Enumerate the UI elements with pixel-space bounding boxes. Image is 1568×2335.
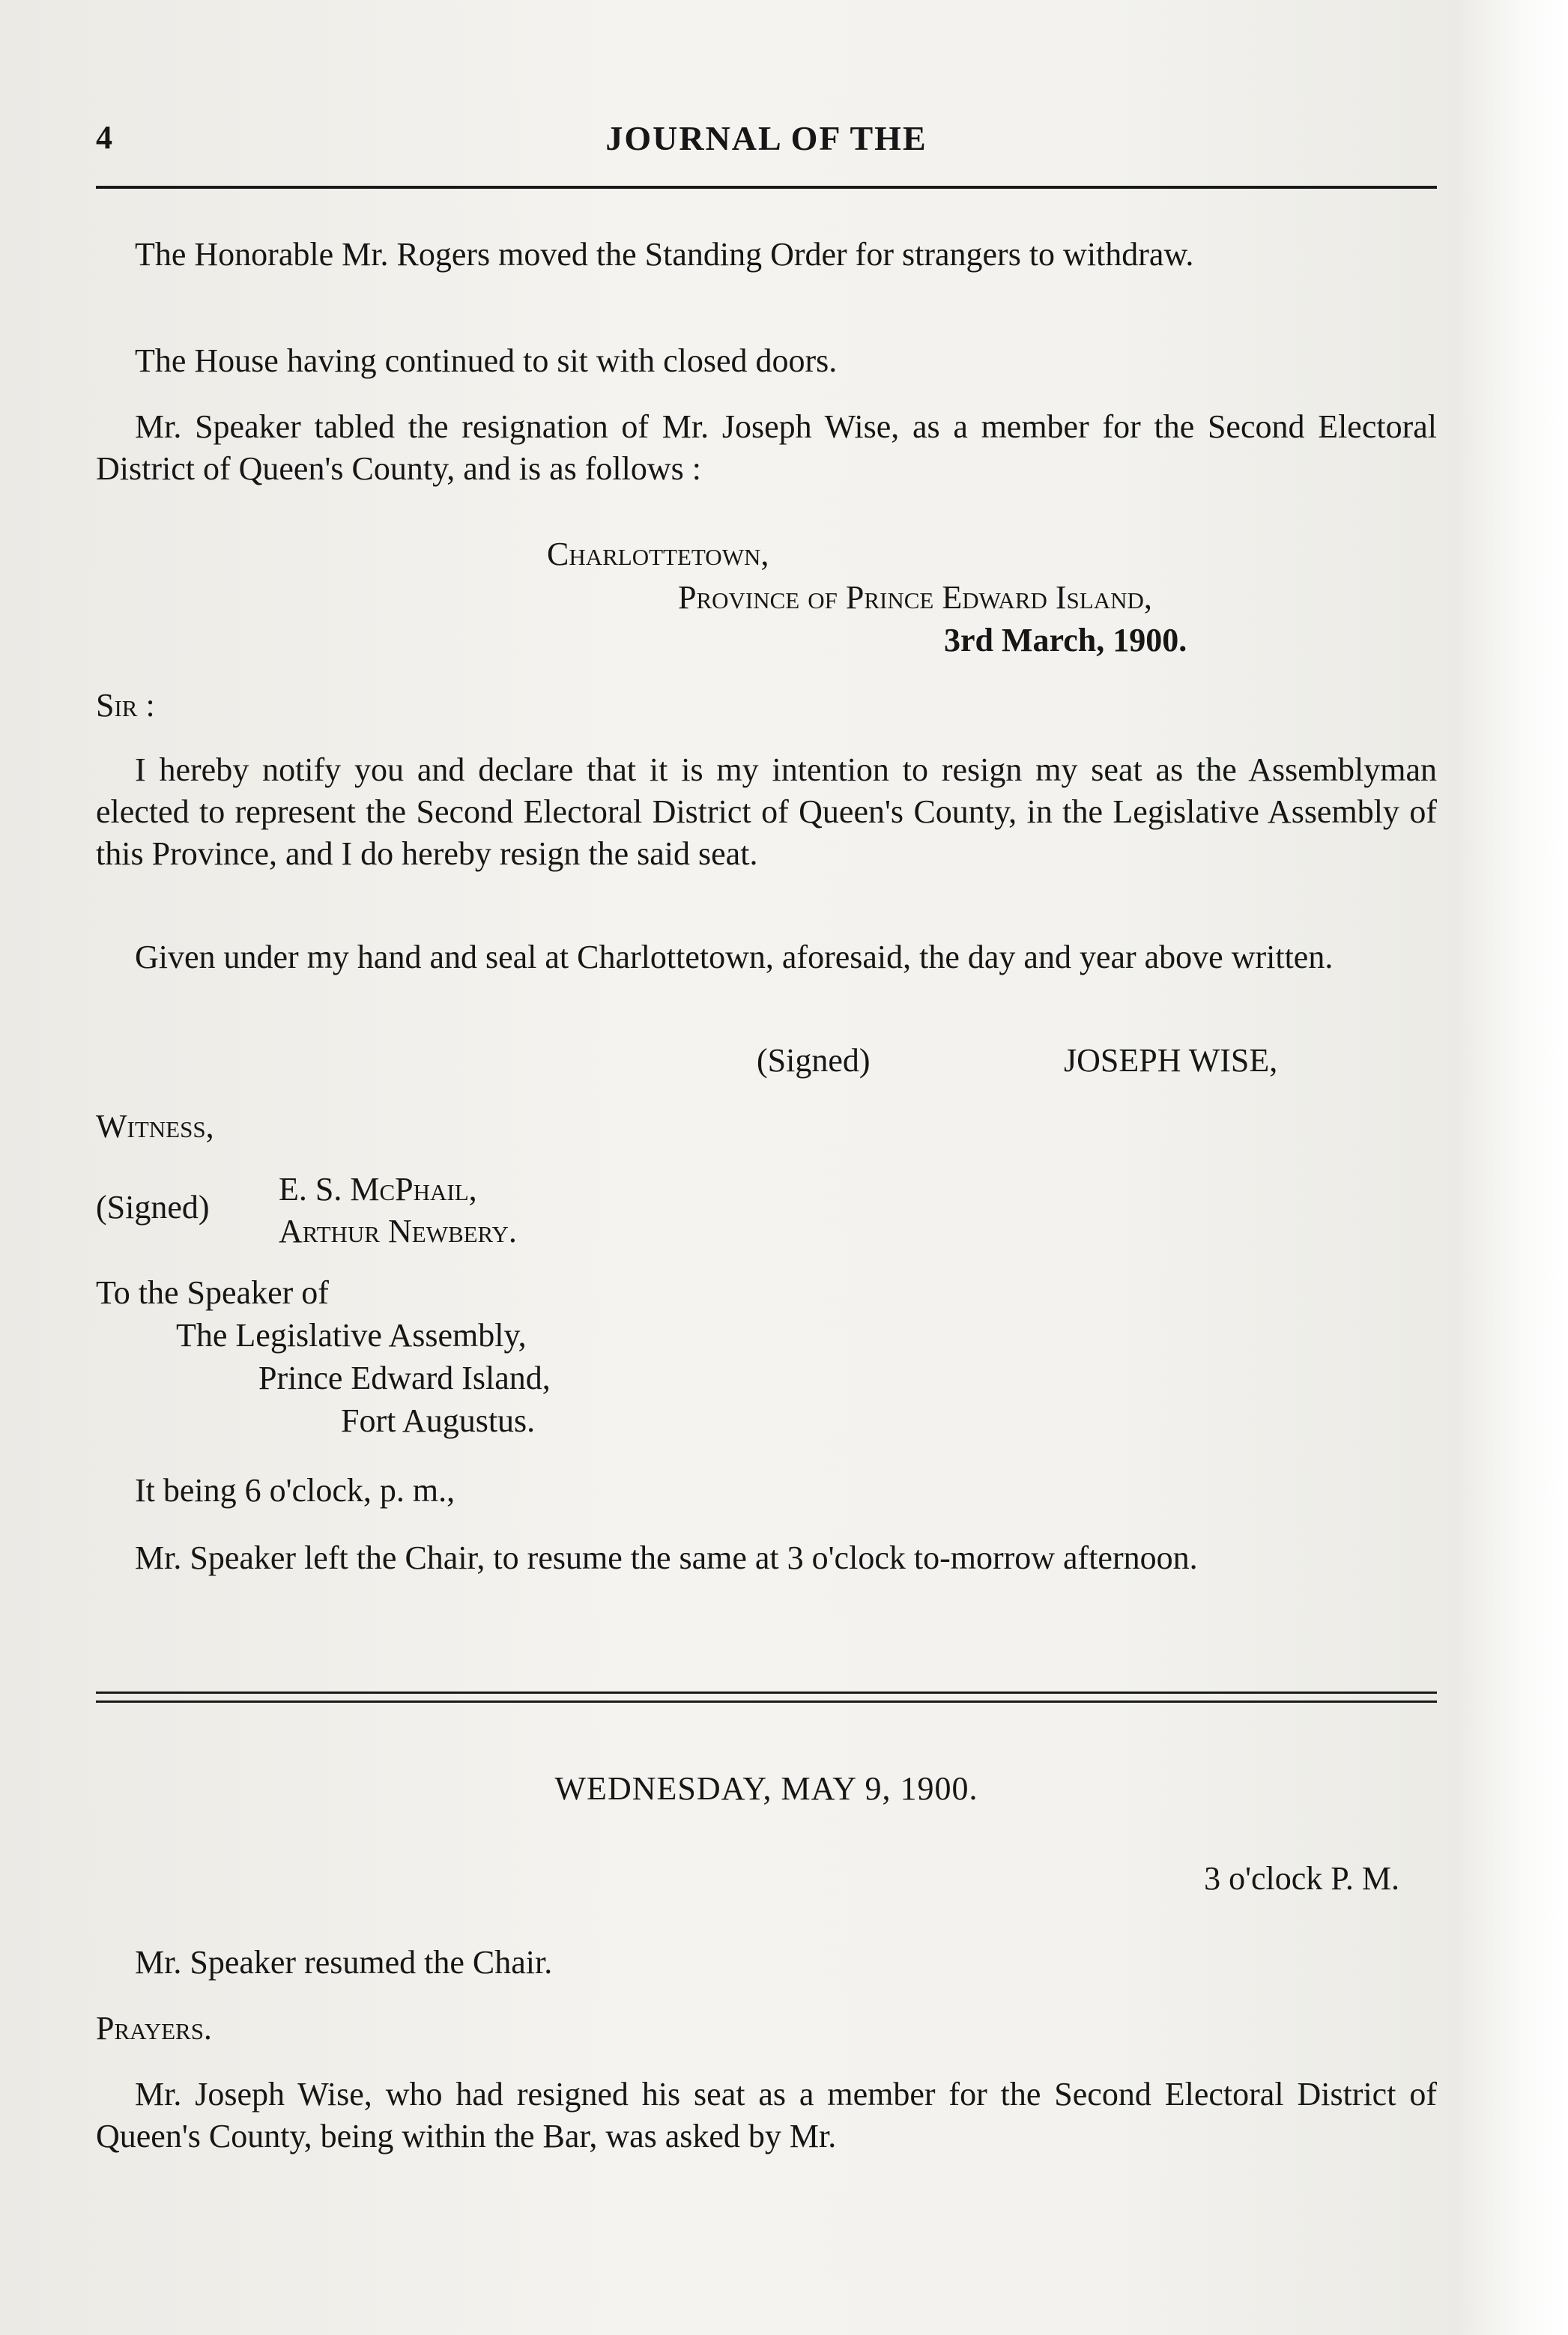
page-header [96,112,1437,165]
letter-place-line-2: Province of Prince Edward Island, [678,579,1152,616]
section-time: 3 o'clock P. M. [1204,1860,1399,1897]
witness-name-2: Arthur Newbery. [279,1213,517,1250]
section-rule-top [96,1692,1437,1694]
prayers-heading: Prayers. [96,2010,212,2047]
address-line-1: To the Speaker of [96,1274,329,1311]
witness-name-1: E. S. McPhail, [279,1171,477,1208]
paragraph-six-oclock: It being 6 o'clock, p. m., [135,1472,455,1509]
page-number: 4 [96,119,112,156]
letter-date: 3rd March, 1900. [944,622,1187,658]
header-rule [96,186,1437,189]
address-line-4: Fort Augustus. [341,1402,536,1439]
paragraph-resumed-chair: Mr. Speaker resumed the Chair. [135,1944,553,1981]
paragraph-strangers-withdraw: The Honorable Mr. Rogers moved the Standing Order for strangers to withdraw. [135,236,1194,273]
paragraph-speaker-left-chair: Mr. Speaker left the Chair, to resume the same at 3 o'clock to-morrow afternoon. [135,1539,1198,1576]
paragraph-joseph-wise-bar: Mr. Joseph Wise, who had resigned his seat as a member for the Second Electoral District of Queen's County, being within the Bar, was asked by Mr. [96,2076,1437,2154]
running-title: JOURNAL OF THE [605,119,927,157]
letter-body-paragraph: I hereby notify you and declare that it is my intention to resign my seat as the Assemblyman elected to represent the Second Electoral District of Queen's County, in the Legislative Assembly of this Province, and I do hereby resign the said seat. [96,751,1437,872]
witness-label: Witness, [96,1108,214,1145]
letter-place-line-1: Charlottetown, [547,536,769,572]
section-date-heading: WEDNESDAY, MAY 9, 1900. [554,1770,978,1807]
letter-salutation: Sir : [96,687,155,724]
signed-label: (Signed) [757,1042,871,1079]
signatory-name: JOSEPH WISE, [1064,1042,1278,1079]
letter-given-under-hand: Given under my hand and seal at Charlottetown, aforesaid, the day and year above written. [135,939,1334,975]
section-rule-bottom [96,1700,1437,1703]
page-edge-shading [1456,0,1568,2335]
witness-signed-label: (Signed) [96,1189,210,1226]
address-line-2: The Legislative Assembly, [176,1317,527,1354]
paragraph-closed-doors: The House having continued to sit with closed doors. [135,342,838,379]
paragraph-resignation-tabled: Mr. Speaker tabled the resignation of Mr. Joseph Wise, as a member for the Second Electoral District of Queen's County, and is as follows : [96,408,1437,487]
address-line-3: Prince Edward Island, [258,1360,551,1396]
